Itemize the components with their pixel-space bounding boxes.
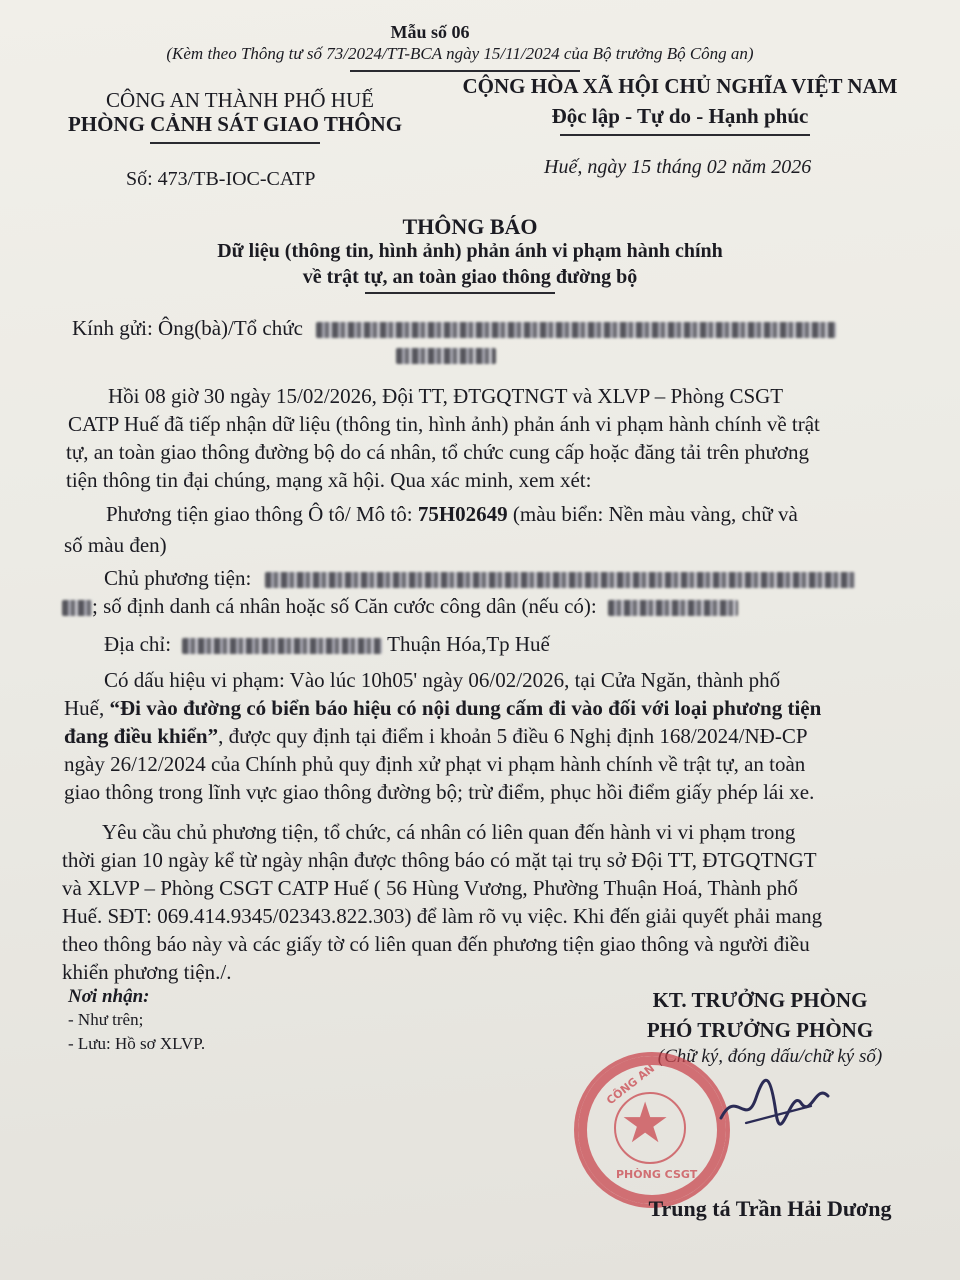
request-line4: Huế. SĐT: 069.414.9345/02343.822.303) để làm rõ vụ việc. Khi đến giải quyết phải mang [62, 904, 823, 928]
place-date: Huế, ngày 15 tháng 02 năm 2026 [544, 156, 812, 178]
recipient-item-2: - Lưu: Hồ sơ XLVP. [68, 1034, 206, 1053]
document-subtitle-1: Dữ liệu (thông tin, hình ảnh) phản ánh vi phạm hành chính [217, 240, 723, 262]
title-underline [365, 292, 555, 294]
form-note: (Kèm theo Thông tư số 73/2024/TT-BCA ngày 15/11/2024 của Bộ trưởng Bộ Công an) [166, 44, 754, 63]
request-line1: Yêu cầu chủ phương tiện, tổ chức, cá nhân có liên quan đến hành vi vi phạm trong [102, 820, 796, 844]
stamp-top-text: CÔNG AN [604, 1061, 658, 1108]
addressee-label: Kính gửi: Ông(bà)/Tổ chức [72, 316, 303, 340]
violation-line5: giao thông trong lĩnh vực giao thông đường bộ; trừ điểm, phục hồi điểm giấy phép lái xe. [64, 780, 815, 804]
redacted-addressee [316, 322, 836, 338]
owner-id-label: ; số định danh cá nhân hoặc số Căn cước công dân (nếu có): [92, 594, 597, 618]
vehicle-line-2: số màu đen) [64, 533, 167, 557]
owner-label: Chủ phương tiện: [104, 566, 252, 590]
nation-line2: Độc lập - Tự do - Hạnh phúc [551, 104, 809, 128]
nation-underline [560, 134, 810, 136]
para1-line1: Hồi 08 giờ 30 ngày 15/02/2026, Đội TT, ĐTGQTNGT và XLVP – Phòng CSGT [108, 384, 784, 408]
nation-line1: CỘNG HÒA XÃ HỘI CHỦ NGHĨA VIỆT NAM [462, 74, 898, 98]
violation-legal-basis: , được quy định tại điểm i khoản 5 điều 6 Nghị định 168/2024/NĐ-CP [218, 724, 808, 748]
redacted-addressee-2 [396, 348, 496, 364]
request-line2: thời gian 10 ngày kể từ ngày nhận được thông báo có mặt tại trụ sở Đội TT, ĐTGQTNGT [62, 848, 817, 872]
para1-line4: tiện thông tin đại chúng, mạng xã hội. Qua xác minh, xem xét: [66, 468, 592, 492]
stamp-star-icon: ★ [620, 1093, 671, 1155]
violation-description-end: đang điều khiển” [64, 724, 219, 748]
signature-title-2: PHÓ TRƯỞNG PHÒNG [646, 1018, 874, 1042]
violation-description: “Đi vào đường có biển báo hiệu có nội dung cấm đi vào đối với loại phương tiện [109, 696, 822, 720]
violation-line4: ngày 26/12/2024 của Chính phủ quy định xử phạt vi phạm hành chính về trật tự, an toàn [64, 752, 806, 776]
request-line5: theo thông báo này và các giấy tờ có liên quan đến phương tiện giao thông và người điều [62, 932, 810, 956]
handwritten-signature [716, 1068, 836, 1138]
plate-color: (màu biển: Nền màu vàng, chữ và [507, 502, 798, 526]
agency-line1: CÔNG AN THÀNH PHỐ HUẾ [106, 88, 374, 112]
owner-line-2 [62, 592, 738, 621]
redacted-owner [265, 572, 855, 588]
document-title: THÔNG BÁO [402, 214, 538, 239]
recipient-item-1: - Như trên; [68, 1010, 144, 1029]
form-note-underline [350, 70, 580, 72]
request-line3: và XLVP – Phòng CSGT CATP Huế ( 56 Hùng Vương, Phường Thuận Hoá, Thành phố [62, 876, 798, 900]
signature-title-1: KT. TRƯỞNG PHÒNG [652, 988, 868, 1012]
official-stamp [574, 1052, 730, 1208]
violation-line3 [64, 722, 808, 751]
para1-line3: tự, an toàn giao thông đường bộ do cá nhân, tổ chức cung cấp hoặc đăng tải trên phương [66, 440, 810, 464]
violation-line2 [64, 694, 821, 723]
plate-number: 75H02649 [417, 502, 508, 526]
form-number: Mẫu số 06 [390, 22, 470, 42]
address-tail: Thuận Hóa,Tp Huế [382, 632, 550, 656]
owner-line [104, 564, 855, 593]
vehicle-label: Phương tiện giao thông Ô tô/ Mô tô: [106, 502, 418, 526]
document-number: Số: 473/TB-IOC-CATP [126, 168, 316, 190]
vehicle-line [106, 500, 798, 529]
address-label: Địa chỉ: [104, 632, 172, 656]
request-line6: khiển phương tiện./. [62, 960, 232, 984]
recipients-label: Nơi nhận: [68, 986, 150, 1007]
redacted-owner-2 [62, 600, 92, 616]
addressee-line-2 [396, 340, 496, 369]
signer-name: Trung tá Trần Hải Dương [648, 1196, 892, 1221]
signature-note: (Chữ ký, đóng dấu/chữ ký số) [657, 1046, 883, 1067]
violation-line1: Có dấu hiệu vi phạm: Vào lúc 10h05' ngày 06/02/2026, tại Cửa Ngăn, thành phố [104, 668, 781, 692]
agency-line2: PHÒNG CẢNH SÁT GIAO THÔNG [67, 112, 403, 136]
violation-place: Huế, [64, 696, 110, 720]
document-subtitle-2: về trật tự, an toàn giao thông đường bộ [302, 266, 638, 288]
redacted-address [182, 638, 382, 654]
address-line [104, 630, 550, 659]
redacted-id [608, 600, 738, 616]
addressee-line [72, 314, 836, 343]
agency-underline [150, 142, 320, 144]
stamp-bottom-text: PHÒNG CSGT [616, 1168, 698, 1181]
para1-line2: CATP Huế đã tiếp nhận dữ liệu (thông tin, hình ảnh) phản ánh vi phạm hành chính về trật [68, 412, 820, 436]
